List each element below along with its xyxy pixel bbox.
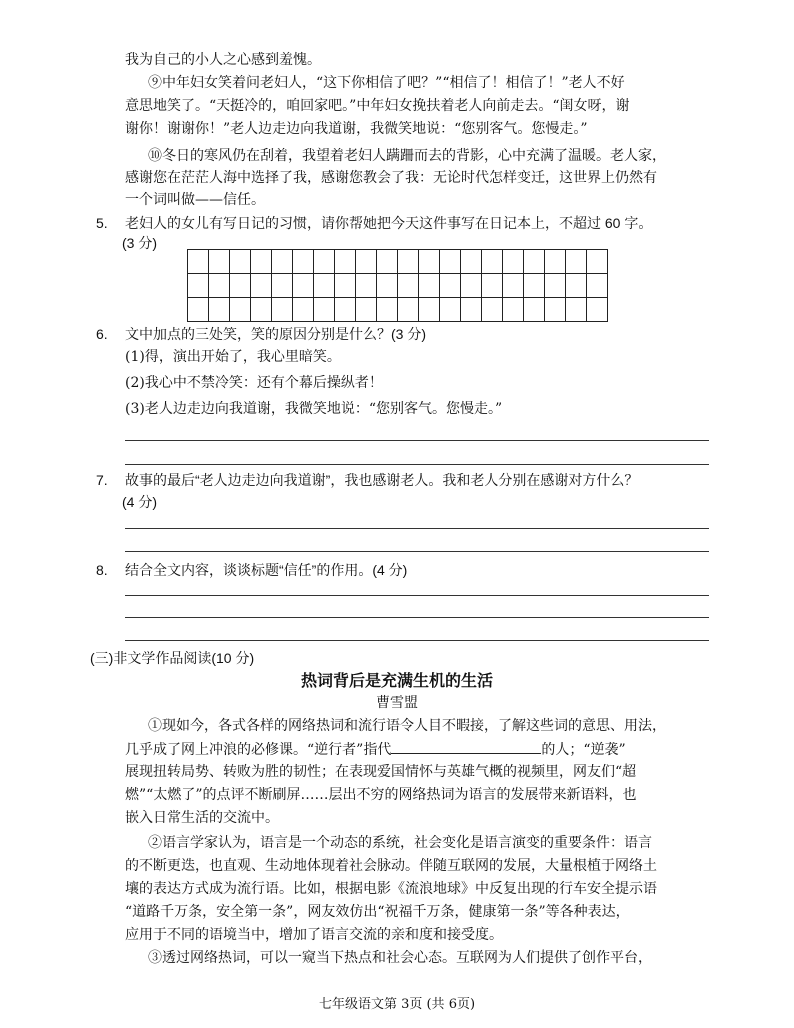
article-p1-line2-start: 几乎成了网上冲浪的必修课。“逆行者”指代 xyxy=(125,742,392,758)
page-footer: 七年级语文第 3页 (共 6页) xyxy=(318,997,476,1012)
q6-number: 6. xyxy=(96,326,108,342)
story-line: 我为自己的小人之心感到羞愧。 xyxy=(125,52,321,68)
q7-score: (4 分) xyxy=(122,494,157,510)
grid-cell[interactable] xyxy=(251,274,272,298)
grid-cell[interactable] xyxy=(398,250,419,274)
q5-text: 老妇人的女儿有写日记的习惯，请你帮她把今天这件事写在日记本上，不超过 60 字。 xyxy=(125,215,653,231)
article-p1-line3: 展现扭转局势、转败为胜的韧性；在表现爱国情怀与英雄气概的视频里，网友们“超 xyxy=(125,764,637,780)
article-p1-line4: 燃”“太燃了”的点评不断刷屏……层出不穷的网络热词为语言的发展带来新语料，也 xyxy=(125,787,637,803)
answer-line[interactable] xyxy=(125,595,709,596)
q7-number: 7. xyxy=(96,472,108,488)
story-p9-line1: ⑨中年妇女笑着问老妇人，“这下你相信了吧？”“相信了！相信了！”老人不好 xyxy=(148,75,625,91)
section-heading: (三)非文学作品阅读(10 分) xyxy=(90,650,255,666)
grid-cell[interactable] xyxy=(251,250,272,274)
grid-cell[interactable] xyxy=(293,274,314,298)
answer-line[interactable] xyxy=(125,640,709,641)
grid-cell[interactable] xyxy=(230,250,251,274)
grid-cell[interactable] xyxy=(230,298,251,322)
grid-cell[interactable] xyxy=(377,250,398,274)
fill-in-blank[interactable] xyxy=(391,739,541,754)
grid-cell[interactable] xyxy=(293,298,314,322)
grid-cell[interactable] xyxy=(188,298,209,322)
grid-cell[interactable] xyxy=(524,274,545,298)
grid-cell[interactable] xyxy=(587,298,608,322)
grid-cell[interactable] xyxy=(440,250,461,274)
grid-cell[interactable] xyxy=(356,274,377,298)
q8-text: 结合全文内容，谈谈标题“信任”的作用。(4 分) xyxy=(125,562,408,578)
grid-cell[interactable] xyxy=(461,274,482,298)
answer-line[interactable] xyxy=(125,617,709,618)
grid-cell[interactable] xyxy=(335,250,356,274)
grid-cell[interactable] xyxy=(461,298,482,322)
grid-cell[interactable] xyxy=(419,274,440,298)
article-p3-line1: ③透过网络热词，可以一窥当下热点和社会心态。互联网为人们提供了创作平台， xyxy=(148,950,652,966)
q7-text: 故事的最后“老人边走边向我道谢”，我也感谢老人。我和老人分别在感谢对方什么？ xyxy=(125,472,639,488)
grid-cell[interactable] xyxy=(230,274,251,298)
q8-number: 8. xyxy=(96,562,108,578)
grid-cell[interactable] xyxy=(335,298,356,322)
grid-cell[interactable] xyxy=(545,298,566,322)
grid-cell[interactable] xyxy=(482,274,503,298)
grid-cell[interactable] xyxy=(272,298,293,322)
q6-text: 文中加点的三处笑，笑的原因分别是什么？(3 分) xyxy=(125,326,426,342)
article-p2-line5: 应用于不同的语境当中，增加了语言交流的亲和度和接受度。 xyxy=(125,927,503,943)
grid-cell[interactable] xyxy=(503,298,524,322)
grid-cell[interactable] xyxy=(209,274,230,298)
grid-cell[interactable] xyxy=(419,250,440,274)
story-p10-line1: ⑩冬日的寒风仍在刮着，我望着老妇人蹒跚而去的背影，心中充满了温暖。老人家， xyxy=(148,148,666,164)
q6-item-3: (3)老人边走边向我道谢，我微笑地说：“您别客气。您慢走。” xyxy=(125,401,503,417)
article-author: 曹雪盟 xyxy=(376,695,418,711)
article-p1-line5: 嵌入日常生活的交流中。 xyxy=(125,810,279,826)
grid-cell[interactable] xyxy=(293,250,314,274)
grid-cell[interactable] xyxy=(461,250,482,274)
grid-cell[interactable] xyxy=(587,250,608,274)
grid-cell[interactable] xyxy=(209,250,230,274)
grid-cell[interactable] xyxy=(209,298,230,322)
grid-cell[interactable] xyxy=(314,250,335,274)
grid-cell[interactable] xyxy=(503,274,524,298)
article-p1-line2-end: 的人；“逆袭” xyxy=(541,742,626,758)
story-p10-line3: 一个词叫做——信任。 xyxy=(125,192,265,208)
grid-cell[interactable] xyxy=(398,274,419,298)
grid-cell[interactable] xyxy=(188,274,209,298)
answer-line[interactable] xyxy=(125,464,709,465)
grid-cell[interactable] xyxy=(251,298,272,322)
story-p9-line2: 意思地笑了。“天挺冷的，咱回家吧。”中年妇女挽扶着老人向前走去。“闺女呀，谢 xyxy=(125,98,630,114)
grid-cell[interactable] xyxy=(356,298,377,322)
grid-cell[interactable] xyxy=(482,250,503,274)
grid-cell[interactable] xyxy=(587,274,608,298)
grid-cell[interactable] xyxy=(335,274,356,298)
story-p9-line3: 谢你！谢谢你！”老人边走边向我道谢，我微笑地说：“您别客气。您慢走。” xyxy=(125,121,588,137)
grid-cell[interactable] xyxy=(398,298,419,322)
grid-cell[interactable] xyxy=(545,250,566,274)
article-p2-line3: 壤的表达方式成为流行语。比如，根据电影《流浪地球》中反复出现的行车安全提示语 xyxy=(125,881,657,897)
answer-line[interactable] xyxy=(125,528,709,529)
q6-item-2: (2)我心中不禁冷笑：还有个幕后操纵者！ xyxy=(125,375,383,391)
q5-score: (3 分) xyxy=(122,235,157,251)
grid-cell[interactable] xyxy=(482,298,503,322)
article-title: 热词背后是充满生机的生活 xyxy=(300,671,493,690)
answer-line[interactable] xyxy=(125,440,709,441)
answer-line[interactable] xyxy=(125,551,709,552)
grid-cell[interactable] xyxy=(440,274,461,298)
article-p2-line4: “道路千万条，安全第一条”，网友效仿出“祝福千万条，健康第一条”等各种表达， xyxy=(125,904,630,920)
grid-cell[interactable] xyxy=(188,250,209,274)
grid-cell[interactable] xyxy=(377,298,398,322)
grid-cell[interactable] xyxy=(566,250,587,274)
grid-cell[interactable] xyxy=(524,250,545,274)
grid-cell[interactable] xyxy=(524,298,545,322)
grid-cell[interactable] xyxy=(377,274,398,298)
grid-cell[interactable] xyxy=(419,298,440,322)
grid-cell[interactable] xyxy=(566,298,587,322)
grid-cell[interactable] xyxy=(272,250,293,274)
article-p2-line2: 的不断更迭，也直观、生动地体现着社会脉动。伴随互联网的发展，大量根植于网络土 xyxy=(125,858,657,874)
grid-cell[interactable] xyxy=(566,274,587,298)
story-p10-line2: 感谢您在茫茫人海中选择了我，感谢您教会了我：无论时代怎样变迁，这世界上仍然有 xyxy=(125,170,657,186)
grid-cell[interactable] xyxy=(503,250,524,274)
grid-cell[interactable] xyxy=(545,274,566,298)
grid-cell[interactable] xyxy=(314,274,335,298)
article-p2-line1: ②语言学家认为，语言是一个动态的系统，社会变化是语言演变的重要条件：语言 xyxy=(148,835,652,851)
grid-cell[interactable] xyxy=(272,274,293,298)
grid-cell[interactable] xyxy=(356,250,377,274)
article-p1-line2 xyxy=(125,739,626,760)
grid-cell[interactable] xyxy=(440,298,461,322)
grid-cell[interactable] xyxy=(314,298,335,322)
q5-number: 5. xyxy=(96,215,108,231)
answer-grid[interactable] xyxy=(187,249,608,322)
q6-item-1: (1)得，演出开始了，我心里暗笑。 xyxy=(125,349,341,365)
article-p1-line1: ①现如今，各式各样的网络热词和流行语令人目不暇接，了解这些词的意思、用法， xyxy=(148,718,666,734)
